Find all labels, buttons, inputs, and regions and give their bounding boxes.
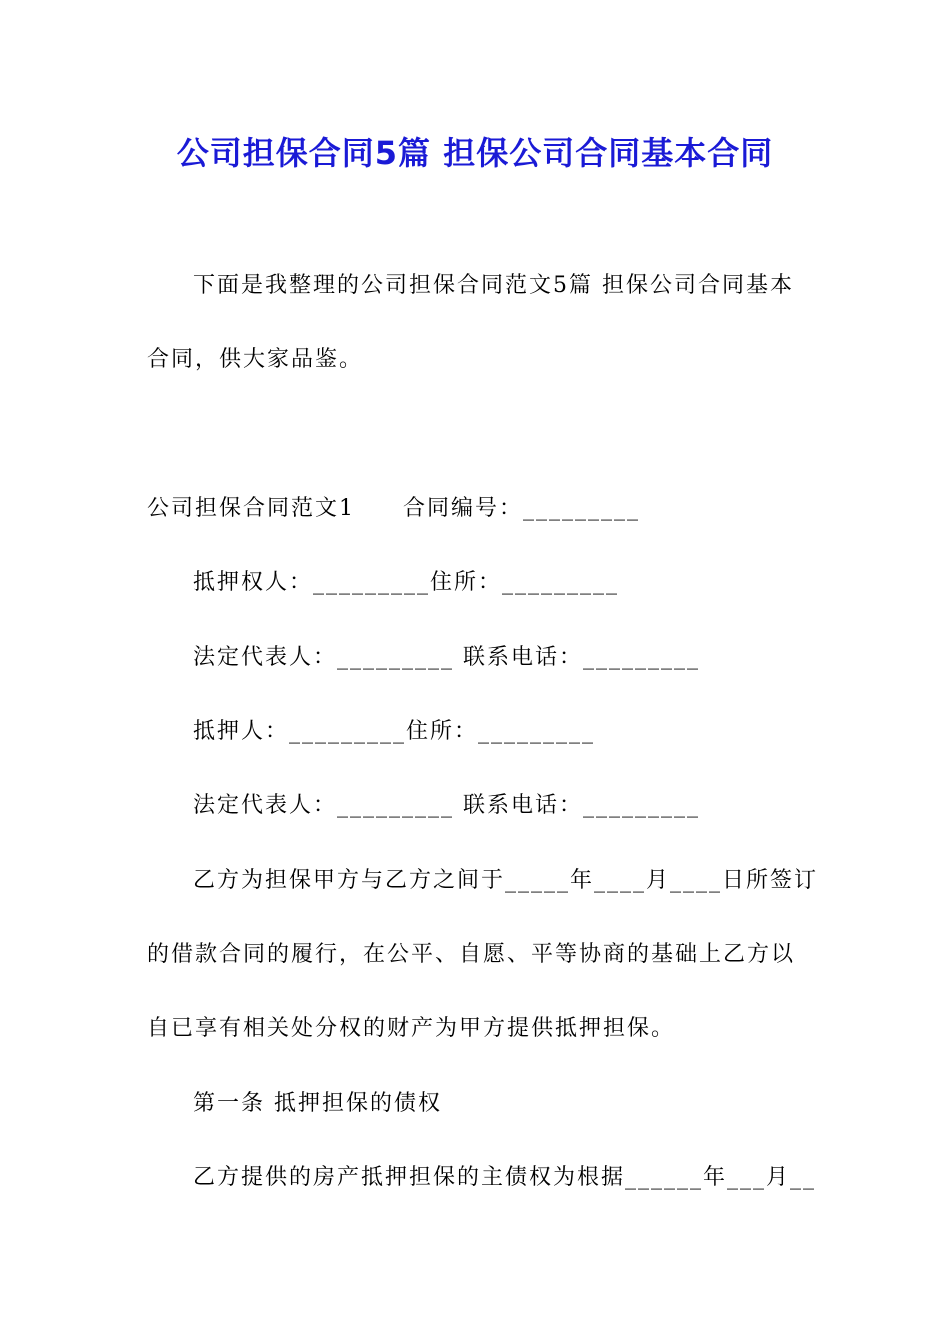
paragraph-1-line-3: 自已享有相关处分权的财产为甲方提供抵押担保。 — [147, 1016, 676, 1041]
field-legal-rep-1: 法定代表人：_________ 联系电话：_________ — [193, 645, 700, 670]
section-heading: 公司担保合同范文1 合同编号：_________ — [147, 496, 640, 521]
field-mortgagor: 抵押人：_________住所：_________ — [193, 719, 596, 744]
intro-line-2: 合同，供大家品鉴。 — [147, 347, 364, 372]
paragraph-1-line-2: 的借款合同的履行，在公平、自愿、平等协商的基础上乙方以 — [147, 942, 796, 967]
article-1-text: 乙方提供的房产抵押担保的主债权为根据______年___月__ — [193, 1165, 817, 1190]
article-1-heading: 第一条 抵押担保的债权 — [193, 1091, 442, 1116]
field-legal-rep-2: 法定代表人：_________ 联系电话：_________ — [193, 793, 700, 818]
paragraph-1-line-1: 乙方为担保甲方与乙方之间于_____年____月____日所签订 — [193, 868, 819, 893]
document-title: 公司担保合同5篇 担保公司合同基本合同 — [176, 134, 774, 172]
intro-line-1: 下面是我整理的公司担保合同范文5篇 担保公司合同基本 — [193, 273, 794, 298]
field-mortgagee: 抵押权人：_________住所：_________ — [193, 570, 620, 595]
